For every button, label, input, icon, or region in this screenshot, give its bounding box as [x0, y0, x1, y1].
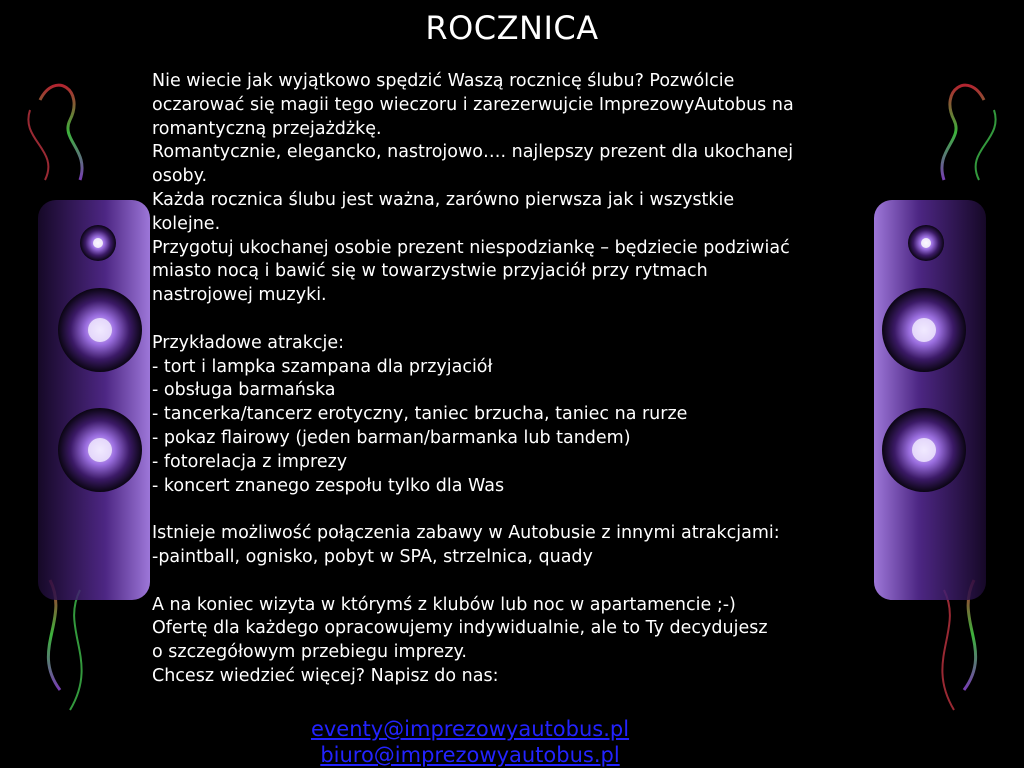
intro-paragraph: Nie wiecie jak wyjątkowo spędzić Waszą rocznicę ślubu? Pozwólcie oczarować się magii tego wieczoru i zarezerwujcie ImprezowyAutobus na romantyczną przejażdżkę. Romantycznie, elegancko, nastrojowo…. najlepszy prezent dla ukochanej osoby. Każda rocznica ślubu jest ważna, zarówno pierwsza jak i wszystkie kolejne. Przygotuj ukochanej osobie prezent niespodziankę – będziecie podziwiać miasto nocą i bawić się w towarzystwie przyjaciół przy rytmach nastrojowej muzyki. — [152, 71, 794, 306]
contact-emails — [290, 716, 650, 768]
left-speaker-icon — [0, 60, 150, 730]
right-speaker-icon — [874, 60, 1024, 730]
attractions-list: Przykładowe atrakcje: - tort i lampka szampana dla przyjaciół - obsługa barmańska - tancerka/tancerz erotyczny, taniec brzucha, taniec na rurze - pokaz flairowy (jeden barman/barmanka lub tandem) - fotorelacja z imprezy - koncert znanego zespołu tylko dla Was — [152, 332, 688, 496]
page-title: ROCZNICA — [425, 9, 599, 47]
closing-paragraph: A na koniec wizyta w którymś z klubów lub noc w apartamencie ;-) Ofertę dla każdego opracowujemy indywidualnie, ale to Ty decydujesz o szczegółowym przebiegu imprezy. Chcesz wiedzieć więcej? Napisz do nas: — [152, 594, 768, 686]
main-content — [152, 70, 892, 689]
events-email-link[interactable]: eventy@imprezowyautobus.pl — [310, 717, 630, 741]
office-email-link[interactable]: biuro@imprezowyautobus.pl — [320, 743, 620, 767]
extra-attractions-paragraph: Istnieje możliwość połączenia zabawy w Autobusie z innymi atrakcjami: -paintball, ognisko, pobyt w SPA, strzelnica, quady — [152, 523, 780, 567]
